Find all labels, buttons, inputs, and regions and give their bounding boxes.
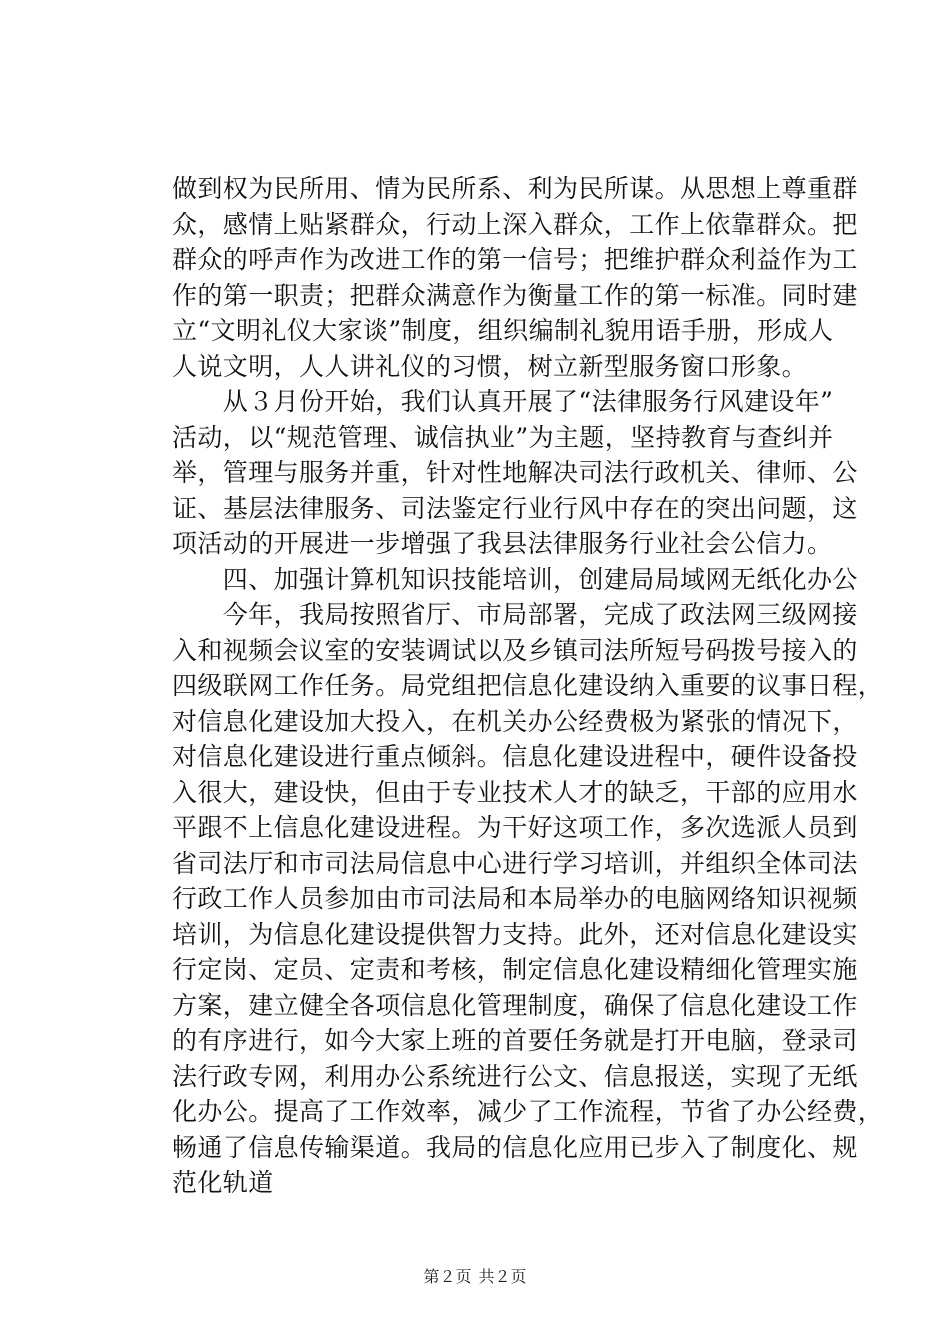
text-line: 四级联网工作任务。局党组把信息化建设纳入重要的议事日程， — [172, 671, 884, 700]
text-line: 入和视频会议室的安装调试以及乡镇司法所短号码拨号接入的 — [172, 635, 858, 665]
page-footer — [0, 1267, 950, 1287]
text-line: 培训，为信息化建设提供智力支持。此外，还对信息化建设实 — [172, 919, 858, 949]
text-line: 对信息化建设进行重点倾斜。信息化建设进程中，硬件设备投 — [172, 742, 858, 771]
text-line: 做到权为民所用、情为民所系、利为民所谋。从思想上尊重群 — [172, 174, 858, 203]
text-line: 的有序进行，如今大家上班的首要任务就是打开电脑，登录司 — [172, 1026, 858, 1055]
text-line: 活动，以“规范管理、诚信执业”为主题，坚持教育与查纠并 — [172, 422, 834, 452]
page-total: 共２页 — [478, 1267, 527, 1286]
text-line: 范化轨道 — [172, 1168, 274, 1197]
text-line: 方案，建立健全各项信息化管理制度，确保了信息化建设工作 — [172, 990, 858, 1020]
text-line: 今年，我局按照省厅、市局部署，完成了政法网三级网接 — [172, 600, 858, 629]
text-line: 众，感情上贴紧群众，行动上深入群众，工作上依靠群众。把 — [172, 209, 858, 239]
text-line: 证、基层法律服务、司法鉴定行业行风中存在的突出问题，这 — [172, 493, 858, 523]
text-line: 行定岗、定员、定责和考核，制定信息化建设精细化管理实施 — [172, 955, 858, 984]
body-text — [172, 171, 884, 1201]
text-line: 法行政专网，利用办公系统进行公文、信息报送，实现了无纸 — [172, 1061, 858, 1091]
text-line: 畅通了信息传输渠道。我局的信息化应用已步入了制度化、规 — [172, 1132, 858, 1162]
text-line: 省司法厅和市司法局信息中心进行学习培训，并组织全体司法 — [172, 848, 858, 878]
text-line: 群众的呼声作为改进工作的第一信号；把维护群众利益作为工 — [172, 245, 858, 274]
text-line: 举，管理与服务并重，针对性地解决司法行政机关、律师、公 — [172, 458, 858, 487]
text-line: 入很大，建设快，但由于专业技术人才的缺乏，干部的应用水 — [172, 777, 858, 807]
text-line: 对信息化建设加大投入，在机关办公经费极为紧张的情况下， — [172, 706, 858, 736]
text-line: 项活动的开展进一步增强了我县法律服务行业社会公信力。 — [172, 529, 833, 558]
page-number: 第２页 — [423, 1267, 472, 1286]
text-line: 人说文明，人人讲礼仪的习惯，树立新型服务窗口形象。 — [172, 351, 808, 381]
text-line: 从３月份开始，我们认真开展了“法律服务行风建设年” — [172, 387, 834, 416]
text-line: 行政工作人员参加由市司法局和本局举办的电脑网络知识视频 — [172, 884, 858, 913]
text-line: 作的第一职责；把群众满意作为衡量工作的第一标准。同时建 — [172, 280, 858, 310]
text-line: 化办公。提高了工作效率，减少了工作流程，节省了办公经费， — [172, 1097, 884, 1126]
text-line: 平跟不上信息化建设进程。为干好这项工作，多次选派人员到 — [172, 813, 858, 842]
text-line: 四、加强计算机知识技能培训，创建局局域网无纸化办公 — [172, 564, 858, 594]
text-line: 立“文明礼仪大家谈”制度，组织编制礼貌用语手册，形成人 — [172, 316, 834, 345]
